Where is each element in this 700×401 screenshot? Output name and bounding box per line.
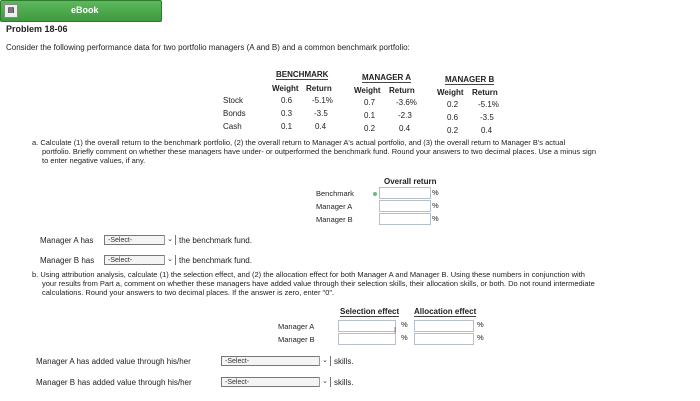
unit-label: % (432, 188, 439, 197)
header-manager-a: MANAGER A (362, 73, 412, 82)
problem-title: Problem 18-06 (6, 24, 68, 34)
table-cell: 0.1 (364, 111, 376, 120)
unit-label: % (401, 320, 408, 329)
table-cell: -2.3 (398, 111, 412, 120)
manager-a-skill-prefix: Manager A has added value through his/her (36, 357, 191, 366)
table-cell: 0.2 (364, 124, 376, 133)
table-cell: 0.2 (447, 100, 459, 109)
table-cell: 0.6 (281, 96, 293, 105)
manager-b-skill-suffix: skills. (334, 378, 354, 387)
select-value: -Select- (108, 237, 133, 244)
table-cell: -5.1% (312, 96, 333, 105)
part-a-text-1: a. Calculate (1) the overall return to the benchmark portfolio, (2) the overall return to Manager A's actual portfolio, and (3) the overall return to Manager B's actual (32, 138, 566, 147)
ebook-tab[interactable] (0, 0, 162, 22)
table-cell: -5.1% (478, 100, 499, 109)
text-cursor-icon: I (394, 326, 397, 335)
row-label-manager-b: Manager B (316, 215, 353, 224)
part-b-text-2: your results from Part a, comment on whether these managers have added value through their selection skills, their allocation skills, or both. Do not round intermediate (42, 279, 595, 288)
table-cell: -3.6% (396, 98, 417, 107)
unit-label: % (477, 333, 484, 342)
unit-label: % (432, 201, 439, 210)
chevron-down-icon: ⌄ (164, 235, 175, 245)
unit-label: % (477, 320, 484, 329)
manager-b-comment-suffix: the benchmark fund. (179, 256, 252, 265)
allocation-effect-header: Allocation effect (414, 307, 477, 316)
manager-b-return-input[interactable] (379, 213, 431, 225)
required-marker-icon (373, 192, 377, 196)
table-cell: 0.4 (481, 126, 493, 135)
unit-label: % (401, 333, 408, 342)
manager-b-skill-prefix: Manager B has added value through his/her (36, 378, 192, 387)
select-value: -Select- (108, 257, 133, 264)
chevron-down-icon: ⌄ (164, 255, 175, 265)
b-return-header: Return (472, 88, 498, 97)
select-value: -Select- (225, 379, 250, 386)
table-cell: 0.4 (315, 122, 327, 131)
table-cell: 0.6 (447, 113, 459, 122)
part-b-text-1: b. Using attribution analysis, calculate (1) the selection effect, and (2) the allocation effect for both Manager A and Manager B. Using these numbers in conjunction with (32, 270, 585, 279)
header-manager-b: MANAGER B (445, 75, 495, 84)
manager-b-allocation-input[interactable] (414, 333, 474, 345)
selection-effect-header: Selection effect (340, 307, 400, 316)
header-benchmark: BENCHMARK (276, 70, 329, 79)
manager-a-performance-select[interactable] (104, 235, 176, 245)
table-cell: 0.2 (447, 126, 459, 135)
table-cell: 0.4 (399, 124, 411, 133)
manager-b-skill-select[interactable] (221, 377, 331, 387)
manager-a-comment-suffix: the benchmark fund. (179, 236, 252, 245)
benchmark-return-input[interactable] (379, 187, 431, 199)
a-return-header: Return (389, 86, 415, 95)
part-b-text-3: calculations. Round your answers to two decimal places. If the answer is zero, enter "0". (42, 288, 335, 297)
chevron-down-icon: ⌄ (319, 377, 330, 387)
part-a-text-2: portfolio. Briefly comment on whether these managers have under- or outperformed the benchmark fund. Round your answers to two decimal places. Use a minus sign (42, 147, 597, 156)
row-label-cash: Cash (223, 122, 242, 131)
intro-text: Consider the following performance data for two portfolio managers (A and B) and a common benchmark portfolio: (6, 43, 410, 52)
manager-a-return-input[interactable] (379, 200, 431, 212)
row-label-stock: Stock (223, 96, 244, 105)
manager-b-selection-input[interactable] (338, 333, 396, 345)
chevron-down-icon: ⌄ (319, 356, 330, 366)
table-cell: 0.3 (281, 109, 293, 118)
row-label-manager-a: Manager A (316, 202, 353, 211)
row-label-manager-a: Manager A (278, 322, 315, 331)
manager-b-comment-prefix: Manager B has (40, 256, 95, 265)
book-icon: ▤ (4, 4, 18, 18)
bench-weight-header: Weight (272, 84, 299, 93)
table-cell: -3.5 (314, 109, 328, 118)
bench-return-header: Return (306, 84, 332, 93)
a-weight-header: Weight (354, 86, 381, 95)
manager-a-comment-prefix: Manager A has (40, 236, 94, 245)
ebook-tab-label: eBook (71, 5, 99, 15)
b-weight-header: Weight (437, 88, 464, 97)
row-label-manager-b: Manager B (278, 335, 315, 344)
overall-return-header: Overall return (384, 177, 437, 186)
row-label-bonds: Bonds (223, 109, 246, 118)
table-cell: 0.7 (364, 98, 376, 107)
manager-b-performance-select[interactable] (104, 255, 176, 265)
select-value: -Select- (225, 358, 250, 365)
table-cell: -3.5 (480, 113, 494, 122)
row-label-benchmark: Benchmark (316, 189, 354, 198)
manager-a-selection-input[interactable] (338, 320, 396, 332)
part-a-text-3: to enter negative values, if any. (42, 156, 146, 165)
manager-a-skill-select[interactable] (221, 356, 331, 366)
manager-a-allocation-input[interactable] (414, 320, 474, 332)
table-cell: 0.1 (281, 122, 293, 131)
manager-a-skill-suffix: skills. (334, 357, 354, 366)
unit-label: % (432, 214, 439, 223)
